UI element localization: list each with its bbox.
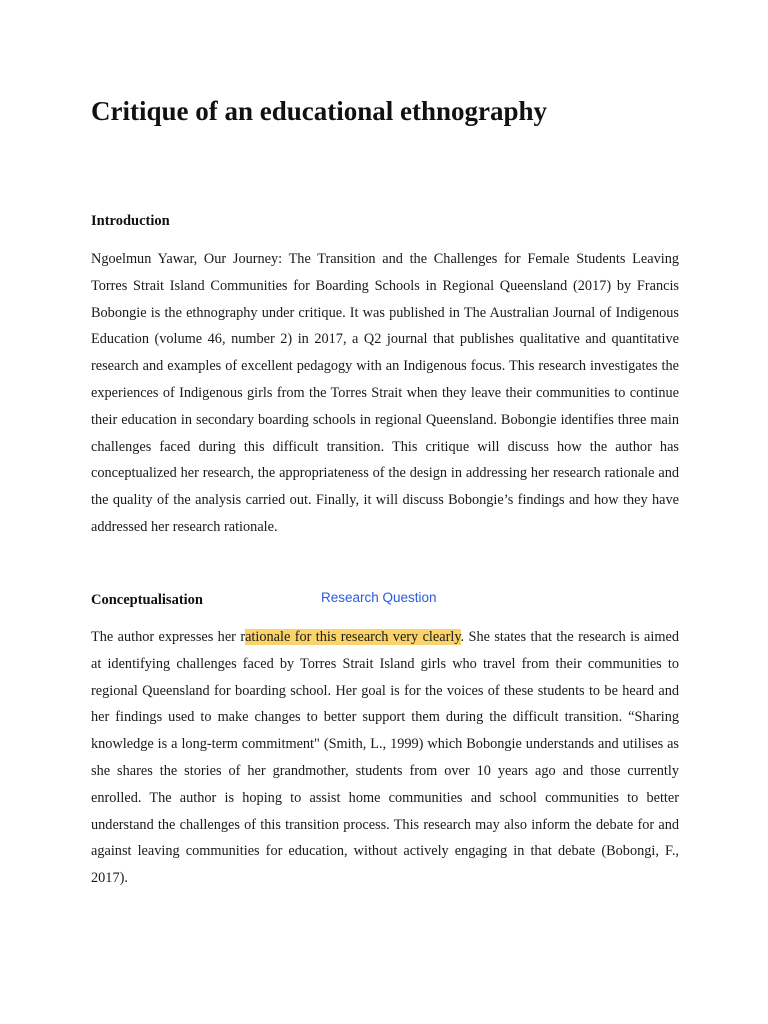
- introduction-paragraph: Ngoelmun Yawar, Our Journey: The Transition and the Challenges for Female Students Leaving Torres Strait Island Communities for Boarding Schools in Regional Queensland (2017) by Francis Bobongie is the ethnography under critique. It was published in The Australian Journal of Indigenous Education (volume 46, number 2) in 2017, a Q2 journal that publishes qualitative and quantitative research and examples of excellent pedagogy with an Indigenous focus. This research investigates the experiences of Indigenous girls from the Torres Strait when they leave their communities to continue their education in secondary boarding schools in regional Queensland. Bobongie identifies three main challenges faced during this difficult transition. This critique will discuss how the author has conceptualized her research, the appropriateness of the design in addressing her research rationale and the quality of the analysis carried out. Finally, it will discuss Bobongie’s findings and how they have addressed her research rationale.: [91, 251, 679, 535]
- highlighted-text[interactable]: ationale for this research very clearly: [245, 629, 461, 645]
- paragraph-text-start: The author expresses her r: [91, 629, 246, 645]
- document-title: Critique of an educational ethnography: [91, 96, 548, 126]
- research-question-comment[interactable]: Research Question: [321, 590, 437, 605]
- paragraph-text-rest: . She states that the research is aimed at identifying challenges faced by Torres Strait Island girls who travel from their communities to regional Queensland for boarding school. Her goal is for the voices of these students to be heard and her findings used to make changes to better support them during the difficult transition. “Sharing knowledge is a long-term commitment" (Smith, L., 1999) which Bobongie understands and utilises as she shares the stories of her grandmother, students from over 10 years ago and those currently enrolled. The author is hoping to assist home communities and school communities to better understand the challenges of this transition process. This research may also inform the debate for and against leaving communities for education, without actively engaging in that debate (Bobongi, F., 2017).: [91, 629, 679, 887]
- conceptualisation-heading: Conceptualisation: [91, 592, 203, 608]
- conceptualisation-paragraph: [91, 624, 679, 892]
- introduction-heading: Introduction: [91, 213, 170, 229]
